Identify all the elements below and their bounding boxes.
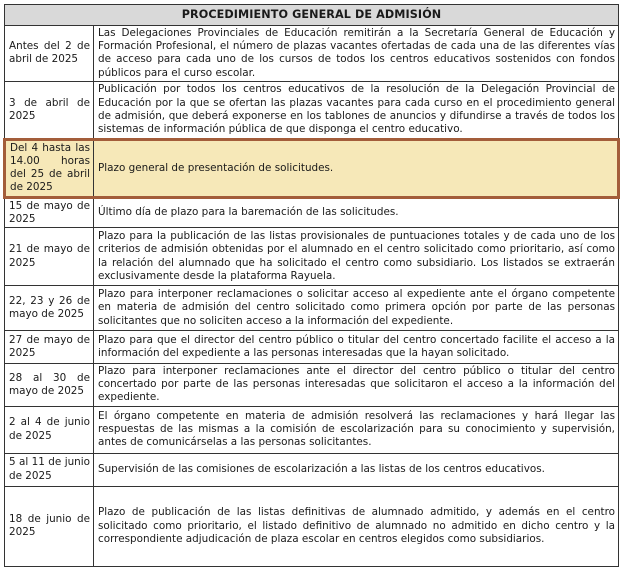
table-row bbox=[5, 197, 619, 227]
table-row bbox=[5, 286, 619, 331]
row-date: 21 de mayo de 2025 bbox=[5, 228, 94, 286]
row-description: Las Delegaciones Provinciales de Educación remitirán a la Secretaría General de Educación y Formación Profesional, el número de plazas vacantes ofertadas de cada una de las diferentes vías de acceso para cada uno de los cursos de todos los centros educativos sostenidos con fondos públicos para el curso escolar. bbox=[94, 26, 619, 82]
row-date: 3 de abril de 2025 bbox=[5, 81, 94, 139]
row-date: 18 de junio de 2025 bbox=[5, 486, 94, 566]
row-date: 28 al 30 de mayo de 2025 bbox=[5, 364, 94, 407]
table-title: PROCEDIMIENTO GENERAL DE ADMISIÓN bbox=[5, 5, 619, 26]
row-date: Antes del 2 de abril de 2025 bbox=[5, 26, 94, 82]
row-description: Plazo para que el director del centro público o titular del centro concertado facilite el acceso a la información del expediente a las personas interesadas que la hayan solicitado. bbox=[94, 331, 619, 364]
admission-procedure-table bbox=[3, 4, 620, 567]
row-description: Plazo para la publicación de las listas provisionales de puntuaciones totales y de cada uno de los criterios de admisión obtenidas por el alumnado en el centro solicitado como prioritario, así como la relación del alumnado que ha solicitado el centro como subsidiario. Los listados se extraerán exclusivamente desde la plataforma Rayuela. bbox=[94, 228, 619, 286]
row-description: Plazo para interponer reclamaciones ante el director del centro público o titular del centro concertado por parte de las personas interesadas que solicitaron el acceso a la información del expediente. bbox=[94, 364, 619, 407]
table-row bbox=[5, 453, 619, 486]
row-description: Plazo para interponer reclamaciones o solicitar acceso al expediente ante el órgano competente en materia de admisión del centro solicitado como primera opción por parte de las personas solicitantes que no soliciten acceso a la información del expediente. bbox=[94, 286, 619, 331]
table-row bbox=[5, 81, 619, 139]
row-description: El órgano competente en materia de admisión resolverá las reclamaciones y hará llegar las respuestas de las mismas a la comisión de escolarización para su conocimiento y supervisión, antes de comunicárselas a las personas solicitantes. bbox=[94, 406, 619, 453]
row-date: Del 4 hasta las 14.00 horas del 25 de abril de 2025 bbox=[5, 139, 94, 197]
table-row bbox=[5, 26, 619, 82]
table-row bbox=[5, 486, 619, 566]
table-row-highlighted bbox=[5, 139, 619, 197]
row-description: Plazo general de presentación de solicitudes. bbox=[94, 139, 619, 197]
table-row bbox=[5, 364, 619, 407]
table-row bbox=[5, 228, 619, 286]
row-date: 27 de mayo de 2025 bbox=[5, 331, 94, 364]
row-date: 5 al 11 de junio de 2025 bbox=[5, 453, 94, 486]
row-date: 15 de mayo de 2025 bbox=[5, 197, 94, 227]
table-row bbox=[5, 331, 619, 364]
row-description: Supervisión de las comisiones de escolarización a las listas de los centros educativos. bbox=[94, 453, 619, 486]
row-description: Publicación por todos los centros educativos de la resolución de la Delegación Provincial de Educación por la que se ofertan las plazas vacantes para cada curso en el procedimiento general de admisión, que deberá exponerse en los tablones de anuncios y difundirse a través de todos los sistemas de información pública de que disponga el centro educativo. bbox=[94, 81, 619, 139]
table-header-row bbox=[5, 5, 619, 26]
table-row bbox=[5, 406, 619, 453]
row-description: Plazo de publicación de las listas definitivas de alumnado admitido, y además en el centro solicitado como prioritario, el listado definitivo de alumnado no admitido en dicho centro y la correspondiente adjudicación de plaza escolar en centros elegidos como subsidiarios. bbox=[94, 486, 619, 566]
row-date: 22, 23 y 26 de mayo de 2025 bbox=[5, 286, 94, 331]
row-date: 2 al 4 de junio de 2025 bbox=[5, 406, 94, 453]
row-description: Último día de plazo para la baremación de las solicitudes. bbox=[94, 197, 619, 227]
